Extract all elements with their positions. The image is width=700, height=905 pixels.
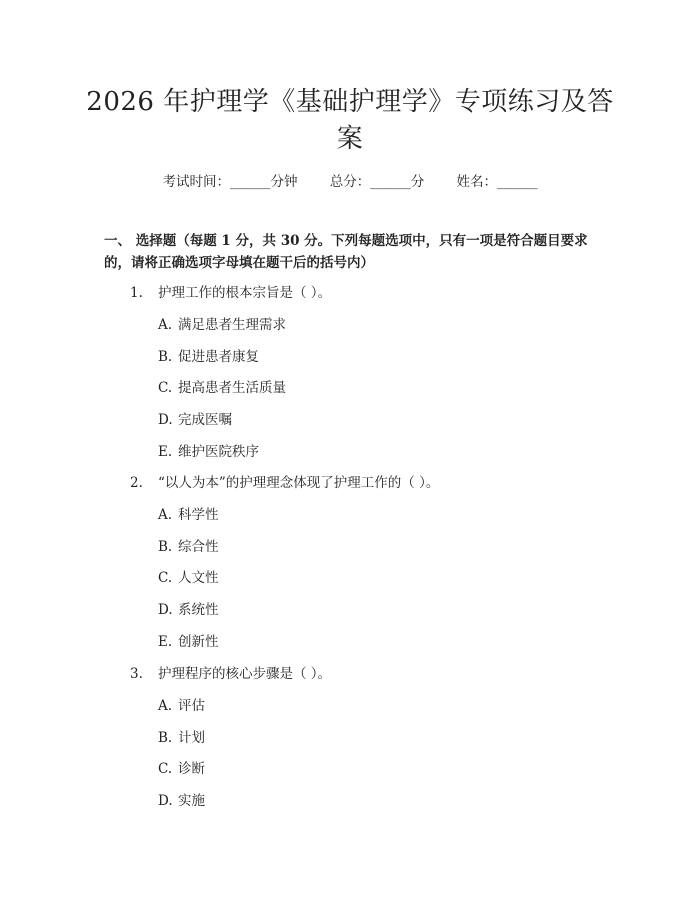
option-text: 满足患者生理需求: [178, 317, 286, 333]
option-text: 实施: [178, 793, 205, 810]
question-text: 护理程序的核心步骤是（ ）。: [158, 666, 332, 682]
option-letter: A.: [158, 317, 173, 333]
option-text: 综合性: [178, 538, 219, 555]
question-1-option-b[interactable]: [158, 345, 259, 365]
question-number: 2.: [130, 475, 143, 491]
option-letter: D.: [158, 793, 173, 810]
option-letter: E.: [158, 443, 173, 460]
question-1-option-d[interactable]: [158, 408, 232, 428]
option-text: 促进患者康复: [178, 348, 259, 365]
option-text: 评估: [178, 698, 205, 714]
question-3-option-c[interactable]: [158, 757, 205, 777]
question-3-option-d[interactable]: [158, 789, 205, 809]
question-text: 护理工作的根本宗旨是（ ）。: [158, 285, 332, 301]
document-title: [0, 84, 700, 158]
question-number: 3.: [130, 666, 143, 682]
question-1: [130, 281, 331, 301]
question-3-option-b[interactable]: [158, 726, 205, 746]
option-text: 提高患者生活质量: [178, 380, 286, 397]
exam-time: 考试时间：______分钟: [162, 174, 298, 190]
question-1-option-e[interactable]: [158, 440, 259, 460]
option-text: 计划: [178, 729, 205, 746]
option-text: 人文性: [178, 570, 219, 587]
question-3-option-a[interactable]: [158, 694, 205, 714]
option-text: 诊断: [178, 761, 205, 778]
exam-score: 总分：______分: [329, 174, 425, 190]
option-letter: D.: [158, 602, 173, 619]
option-text: 系统性: [178, 602, 219, 619]
option-letter: C.: [158, 380, 173, 397]
option-letter: B.: [158, 538, 173, 555]
option-text: 科学性: [178, 507, 219, 523]
question-2-option-e[interactable]: [158, 630, 219, 650]
option-letter: A.: [158, 507, 173, 523]
title-line-1: 2026 年护理学《基础护理学》专项练习及答: [86, 87, 614, 117]
option-letter: A.: [158, 698, 173, 714]
option-letter: E.: [158, 633, 173, 650]
section-header: 一、 选择题（每题 1 分，共 30 分。下列每题选项中，只有一项是符合题目要求的，请将正确选项字母填在题干后的括号内）: [104, 233, 588, 271]
question-2-option-d[interactable]: [158, 598, 219, 618]
option-text: 完成医嘱: [178, 412, 232, 429]
option-letter: D.: [158, 412, 173, 429]
question-2-option-b[interactable]: [158, 535, 219, 555]
question-text: “以人为本”的护理理念体现了护理工作的（ ）。: [158, 475, 440, 491]
question-number: 1.: [130, 285, 143, 301]
question-3: [130, 662, 331, 682]
exam-meta: [0, 170, 700, 190]
exam-name: 姓名：______: [456, 174, 538, 190]
option-letter: C.: [158, 570, 173, 587]
option-letter: C.: [158, 761, 173, 778]
option-letter: B.: [158, 348, 173, 365]
question-2-option-c[interactable]: [158, 566, 219, 586]
option-text: 维护医院秩序: [178, 443, 259, 460]
question-2: [130, 471, 439, 491]
title-line-2: 案: [336, 124, 364, 154]
question-1-option-a[interactable]: [158, 313, 286, 333]
option-letter: B.: [158, 729, 173, 746]
option-text: 创新性: [178, 633, 219, 650]
question-1-option-c[interactable]: [158, 376, 286, 396]
question-2-option-a[interactable]: [158, 503, 219, 523]
